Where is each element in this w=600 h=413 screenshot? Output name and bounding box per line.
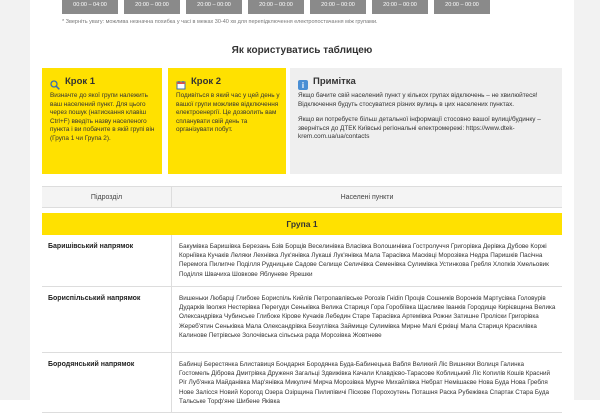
settlements-cell: Бабинці Берестянка Блиставиця Бондарня Бородянка Буда-Бабинецька Вабля Великий Ліс Вишняки Волиця Галинка Гостомель Діброва Дмитрівка Друженя Загальці Здвижівка Качали Клавдієво-Тарасове Коблицький Ліс Копилів Кошів Красний Ріг Луб'янка Майданівка Мар'янівка Микуличі Мирча Морозівка Мурче Михайлівка Небрат Немішаєве Нова Буда Нова Гребля Нове Залісся Новий Корогод Озера Озірщина Пилипівичі Піскове Порохоутень Поташня Раска Рубежівка Спартак Стара Буда Тальське Торф'яне Шибене Яківка <box>179 361 551 405</box>
schedule-strip <box>42 0 562 14</box>
right-background <box>574 0 600 400</box>
table-row <box>42 287 562 353</box>
remark-text <box>290 87 562 142</box>
calendar-icon <box>176 77 186 87</box>
schedule-cell: 20:00 – 00:00 <box>124 0 180 14</box>
schedule-cell: 20:00 – 00:00 <box>186 0 242 14</box>
remark-title: Примітка <box>313 76 356 87</box>
schedule-cell: 20:00 – 00:00 <box>434 0 490 14</box>
table-row <box>42 235 562 287</box>
step2-title: Крок 2 <box>191 76 222 87</box>
howto-heading: Як користуватись таблицею <box>231 45 373 56</box>
schedule-page <box>42 0 562 405</box>
column-header-settlements: Населені пункти <box>340 193 394 201</box>
left-background <box>0 0 30 400</box>
remark-card <box>290 68 562 174</box>
step2-card <box>168 68 286 174</box>
step1-text: Визначте до якої групи належить ваш населений пункт. Для цього через пошук (натискання клавіш Ctrl+F) введіть назву населеного пункта і ви побачите в якій групі він (Група 1 чи Група 2). <box>50 92 155 142</box>
remark-paragraph-2: Якщо ви потребуєте більш детальної інформації стосовно вашої вулиці/будинку – зверніться до ДТЕК Київські регіональні електромережі: https://www.dtek-krem.com.ua/ua/contacts <box>298 116 541 141</box>
table-row <box>42 353 562 413</box>
info-icon <box>298 77 308 90</box>
schedule-cell: 20:00 – 00:00 <box>372 0 428 14</box>
schedule-cell: 20:00 – 00:00 <box>248 0 304 14</box>
table-header <box>42 186 562 208</box>
column-header-subdivision: Підрозділ <box>42 187 172 207</box>
svg-text:i: i <box>301 80 305 90</box>
search-icon <box>50 77 60 87</box>
direction-cell: Баришівський напрямок <box>42 235 172 286</box>
settlements-table <box>42 186 562 413</box>
group-title-row: Група 1 <box>42 213 562 235</box>
schedule-cell: 00:00 – 04:00 <box>62 0 118 14</box>
direction-cell: Бориспільський напрямок <box>42 287 172 352</box>
time-deviation-note: * Зверніть увагу: можлива незначна похибка у часі в межах 30-40 хв для перепідключення електропостачання між групами. <box>62 19 378 25</box>
step1-title: Крок 1 <box>65 76 96 87</box>
settlements-cell: Бакумівка Баришівка Березань Бзів Борщів Веселинівка Власівка Волошинівка Гостролуччя Григорівка Дерівка Дубове Коржі Корніївка Кучаків Леляки Лехнівка Лук'янівка Лукаші Лук'янівка Мала Тарасівка Масківці Морозівка Недра Паришків Пасічна Перемога Пилипче Поділля Рудницьке Садове Селище Селичівка Семенівка Сулимівка Устинкова Гребля Хлопків Хмельовик Поділля Швачиха Шовкове Яблуневе Ярешки <box>179 243 549 278</box>
schedule-cell: 20:00 – 00:00 <box>310 0 366 14</box>
step1-card <box>42 68 162 174</box>
settlements-cell: Вишеньки Любарці Глибоке Бориспіль Кийлів Петропавлівське Рогозів Гніdin Проців Сошників Воронків Мартусівка Головурів Дударків Іволжя Нестерівка Перегуди Сеньківка Велика Стариця Гора Горобіївка Щасливе Іванків Городище Кирієвщина Велика Олександрівка Чубинське Глибоке Кірове Кучаків Лебедин Старе Тарасівка Артемівка Рожни Затишне Проліски Григорівка Жереб'ятин Сеньківка Мала Олександрівка Безуглівка Займище Сулимівка Мирне Малі Єрківці Мала Стариця Красилівка Калинове Петрівське Золочівська сільська рада Морозівка Жовтневе <box>179 295 556 339</box>
direction-cell: Бородянський напрямок <box>42 353 172 412</box>
remark-paragraph-1: Якщо бачите свій населений пункт у кількох групах відключень – не хвилюйтеся! Відключення будуть стосуватися різних вулиць в цих населених пунктах. <box>298 92 538 108</box>
step2-text: Подивіться в який час у цей день у вашої групи можливе відключення електроенергії. Це дозволить вам спланувати свій день та організувати побут. <box>176 92 280 134</box>
